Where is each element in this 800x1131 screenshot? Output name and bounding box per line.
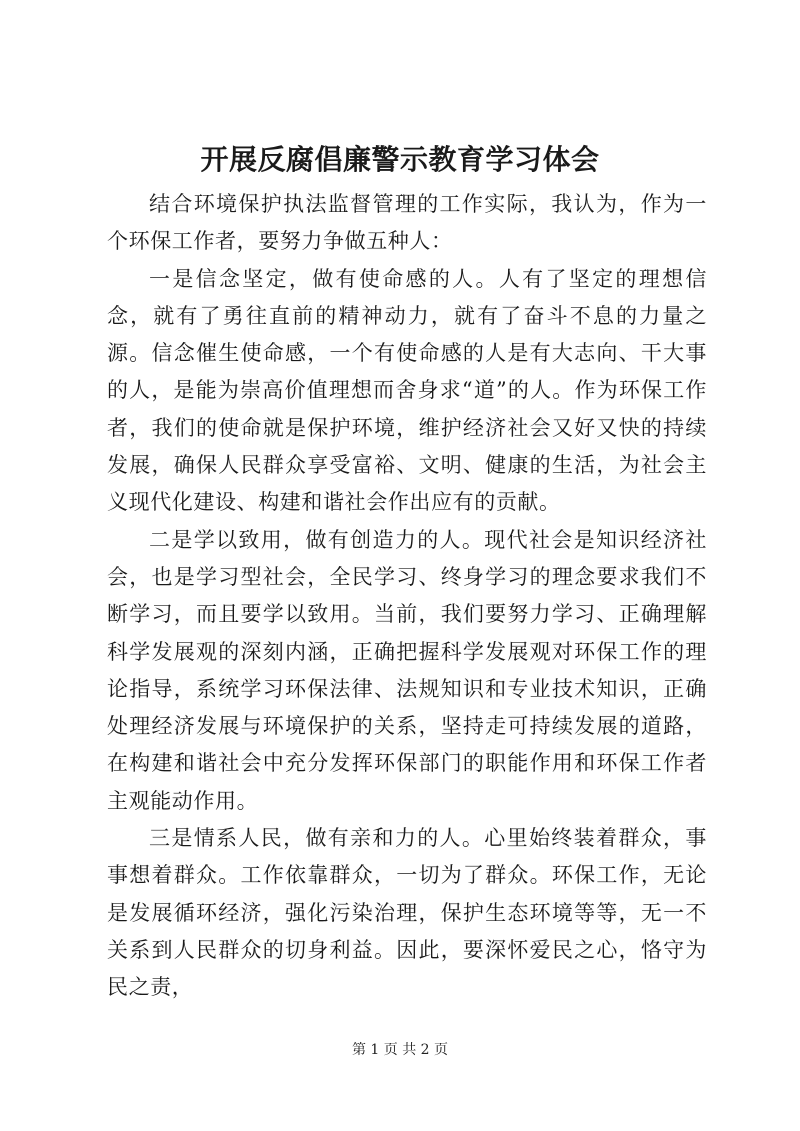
page-footer: 第 1 页 共 2 页 — [351, 1042, 449, 1058]
paragraph-point-three: 三是情系人民，做有亲和力的人。心里始终装着群众，事事想着群众。工作依靠群众，一切为了群众。环保工作，无论是发展循环经济，强化污染治理，保护生态环境等等，无一不关系到人民群众的切身利益。因此，要深怀爱民之心，恪守为民之责， — [107, 826, 707, 1000]
document-body — [107, 186, 707, 1007]
paragraph-point-one: 一是信念坚定，做有使命感的人。人有了坚定的理想信念，就有了勇往直前的精神动力，就有了奋斗不息的力量之源。信念催生使命感，一个有使命感的人是有大志向、干大事的人，是能为崇高价值理想而舍身求“道”的人。作为环保工作者，我们的使命就是保护环境，维护经济社会又好又快的持续发展，确保人民群众享受富裕、文明、健康的生活，为社会主义现代化建设、构建和谐社会作出应有的贡献。 — [107, 266, 707, 515]
paragraph-intro: 结合环境保护执法监督管理的工作实际，我认为，作为一个环保工作者，要努力争做五种人： — [107, 192, 707, 254]
document-title: 开展反腐倡廉警示教育学习体会 — [200, 143, 600, 176]
paragraph-point-two: 二是学以致用，做有创造力的人。现代社会是知识经济社会，也是学习型社会，全民学习、终身学习的理念要求我们不断学习，而且要学以致用。当前，我们要努力学习、正确理解科学发展观的深刻内涵，正确把握科学发展观对环保工作的理论指导，系统学习环保法律、法规知识和专业技术知识，正确处理经济发展与环境保护的关系，坚持走可持续发展的道路，在构建和谐社会中充分发挥环保部门的职能作用和环保工作者主观能动作用。 — [107, 527, 707, 813]
